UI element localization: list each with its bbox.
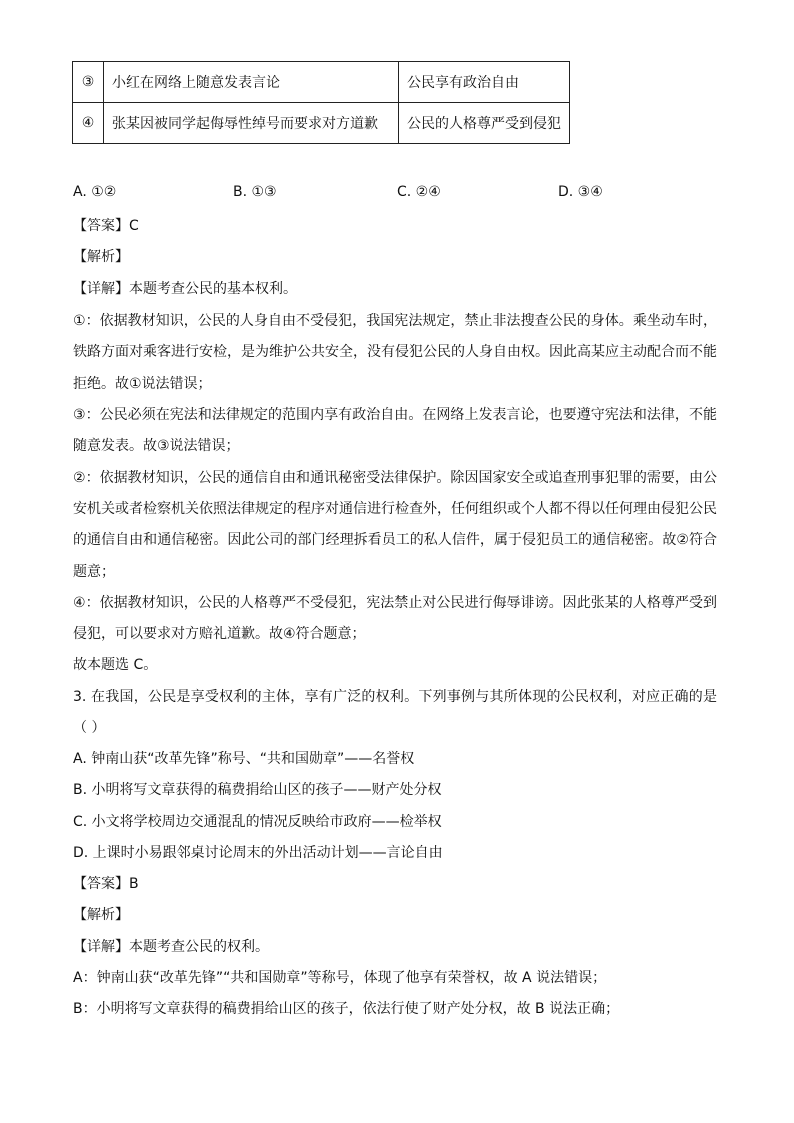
- q2-line: 安机关或者检察机关依照法律规定的程序对通信进行检查外，任何组织或个人都不得以任何理由侵犯公民: [73, 501, 717, 517]
- options-table: [72, 61, 570, 144]
- q3-stem-bracket: （ ）: [73, 720, 106, 736]
- q3-option-a: A. 钟南山获“改革先锋”称号、“共和国勋章”——名誉权: [73, 751, 415, 767]
- choice-d: D. ③④: [558, 184, 603, 200]
- q2-choices: [73, 184, 713, 204]
- q2-line: ①：依据教材知识，公民的人身自由不受侵犯，我国宪法规定，禁止非法搜查公民的身体。乘坐动车时，: [73, 313, 717, 329]
- q2-analysis: 【解析】: [73, 249, 129, 265]
- choice-c: C. ②④: [397, 184, 441, 200]
- q2-conclusion: 故本题选 C。: [73, 657, 158, 673]
- row-event: 张某因被同学起侮辱性绰号而要求对方道歉: [104, 103, 399, 144]
- q3-answer: 【答案】B: [73, 876, 139, 892]
- q2-line: 拒绝。故①说法错误；: [73, 376, 212, 392]
- table-row: [73, 103, 570, 144]
- row-right: 公民的人格尊严受到侵犯: [399, 103, 570, 144]
- q3-option-c: C. 小文将学校周边交通混乱的情况反映给市政府——检举权: [73, 814, 442, 830]
- q2-line: ③：公民必须在宪法和法律规定的范围内享有政治自由。在网络上发表言论，也要遵守宪法和法律，不能: [73, 407, 717, 423]
- q3-line: B：小明将写文章获得的稿费捐给山区的孩子，依法行使了财产处分权，故 B 说法正确；: [73, 1001, 620, 1017]
- q2-answer: 【答案】C: [73, 218, 139, 234]
- q3-option-b: B. 小明将写文章获得的稿费捐给山区的孩子——财产处分权: [73, 782, 442, 798]
- q2-line: 题意；: [73, 564, 115, 580]
- q3-detail: 【详解】本题考查公民的权利。: [73, 939, 269, 955]
- row-number: ④: [73, 103, 104, 144]
- q2-line: ②：依据教材知识，公民的通信自由和通讯秘密受法律保护。除因国家安全或追查刑事犯罪的需要，由公: [73, 470, 717, 486]
- q3-stem: 3. 在我国，公民是享受权利的主体，享有广泛的权利。下列事例与其所体现的公民权利，对应正确的是: [73, 689, 717, 705]
- choice-b: B. ①③: [233, 184, 277, 200]
- table-row: [73, 62, 570, 103]
- row-right: 公民享有政治自由: [399, 62, 570, 103]
- choice-a: A. ①②: [73, 184, 117, 200]
- q2-line: ④：依据教材知识，公民的人格尊严不受侵犯，宪法禁止对公民进行侮辱诽谤。因此张某的人格尊严受到: [73, 595, 717, 611]
- q2-line: 的通信自由和通信秘密。因此公司的部门经理拆看员工的私人信件，属于侵犯员工的通信秘密。故②符合: [73, 532, 717, 548]
- q2-line: 侵犯，可以要求对方赔礼道歉。故④符合题意；: [73, 626, 366, 642]
- row-number: ③: [73, 62, 104, 103]
- q3-line: A：钟南山获“改革先锋”“共和国勋章”等称号，体现了他享有荣誉权，故 A 说法错误；: [73, 970, 607, 986]
- q3-analysis: 【解析】: [73, 907, 129, 923]
- q3-option-d: D. 上课时小易跟邻桌讨论周末的外出活动计划——言论自由: [73, 845, 443, 861]
- row-event: 小红在网络上随意发表言论: [104, 62, 399, 103]
- q2-line: 铁路方面对乘客进行安检，是为维护公共安全，没有侵犯公民的人身自由权。因此高某应主动配合而不能: [73, 344, 717, 360]
- q2-line: 随意发表。故③说法错误；: [73, 438, 240, 454]
- q2-detail: 【详解】本题考查公民的基本权利。: [73, 281, 297, 297]
